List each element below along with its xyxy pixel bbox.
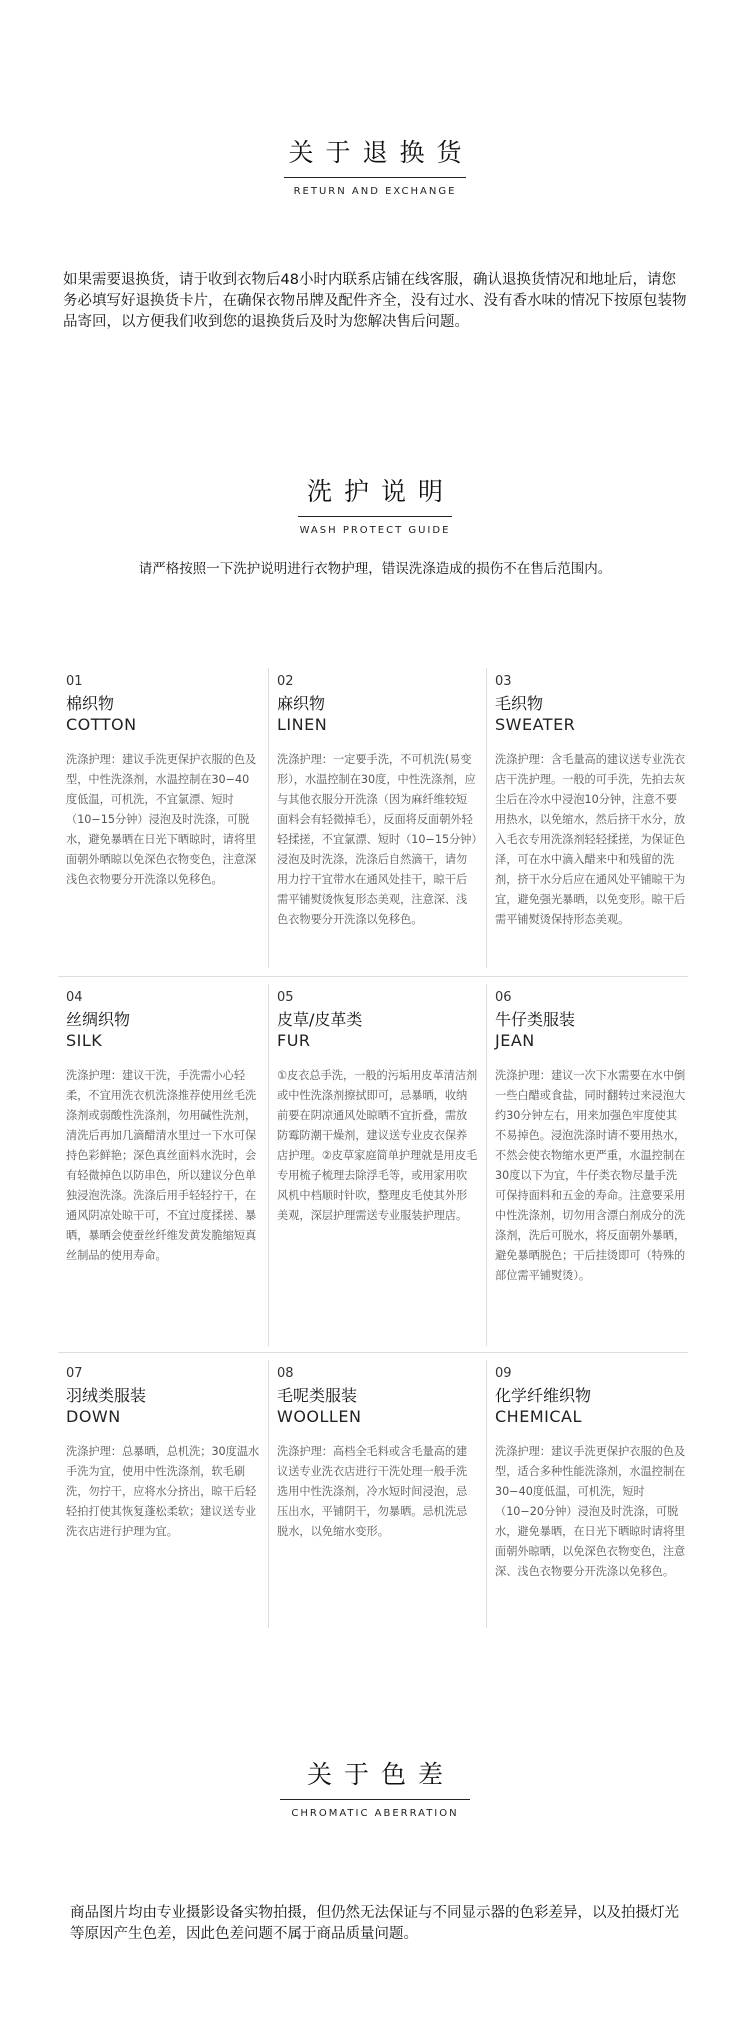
item-name-en: CHEMICAL [495,1407,582,1426]
item-number: 09 [495,1366,512,1381]
wash-item-chemical [486,1360,696,1628]
item-name-cn: 化学纤维织物 [495,1386,592,1405]
wash-title: 洗护说明 [306,477,455,506]
item-name-en: SILK [66,1031,103,1050]
item-name-cn: 皮草/皮革类 [277,1010,363,1029]
wash-item-cotton [58,668,268,968]
wash-item-fur [268,984,486,1346]
item-number: 05 [277,990,294,1005]
item-number: 04 [66,990,83,1005]
return-title: 关于退换货 [288,138,474,167]
row-divider [58,976,688,977]
item-name-cn: 丝绸织物 [66,1010,131,1029]
item-description: 洗涤护理：建议一次下水需要在水中倒一些白醋或食盐，同时翻转过来浸泡大约30分钟左右，用来加强色牢度使其不易掉色。浸泡洗涤时请不要用热水，不然会使衣物缩水更严重，水温控制在30度以下为宜，牛仔类衣物尽量手洗可保持面料和五金的寿命。注意要采用中性洗涤剂，切勿用含漂白剂成分的洗涤剂，洗后可脱水，将反面朝外暴晒，避免暴晒脱色；干后挂烫即可（特殊的部位需平铺熨烫）。 [495,1069,686,1282]
chromatic-title: 关于色差 [306,1760,455,1789]
wash-item-woollen [268,1360,486,1628]
item-number: 03 [495,674,512,689]
wash-item-sweater [486,668,696,968]
item-number: 07 [66,1366,83,1381]
item-number: 08 [277,1366,294,1381]
wash-title-divider [298,516,452,517]
item-description: 洗涤护理：高档全毛料或含毛量高的建议送专业洗衣店进行干洗处理一般手洗选用中性洗涤剂，冷水短时间浸泡，忌压出水，平铺阴干，勿暴晒。忌机洗忌脱水，以免缩水变形。 [277,1445,468,1538]
item-name-en: DOWN [66,1407,121,1426]
item-name-en: SWEATER [495,715,576,734]
item-name-cn: 羽绒类服装 [66,1386,147,1405]
item-name-en: LINEN [277,715,328,734]
return-policy-text: 如果需要退换货，请于收到衣物后48小时内联系店铺在线客服，确认退换货情况和地址后，请您务必填写好退换货卡片，在确保衣物吊牌及配件齐全，没有过水、没有香水味的情况下按原包装物品寄回，以方便我们收到您的退换货后及时为您解决售后问题。 [63,272,687,330]
item-name-cn: 牛仔类服装 [495,1010,576,1029]
return-subtitle: RETURN AND EXCHANGE [293,186,457,197]
wash-subtitle: WASH PROTECT GUIDE [299,525,451,536]
item-name-en: COTTON [66,715,137,734]
item-description: ①皮衣总手洗，一般的污垢用皮革清洁剂或中性洗涤剂擦拭即可，忌暴晒，收纳前要在阴凉通风处晾晒不宜折叠，需放防霉防潮干燥剂，建议送专业皮衣保养店护理。②皮草家庭简单护理就是用皮毛专用梳子梳理去除浮毛等，或用家用吹风机中档顺时针吹，整理皮毛使其外形美观，深层护理需送专业服装护理店。 [277,1069,478,1222]
item-name-en: WOOLLEN [277,1407,362,1426]
item-name-cn: 毛织物 [495,694,544,713]
wash-item-linen [268,668,486,968]
wash-item-down [58,1360,268,1628]
row-divider [58,1352,688,1353]
return-section-header [0,133,750,197]
wash-section-header [0,472,750,536]
item-description: 洗涤护理：一定要手洗，不可机洗(易变形），水温控制在30度，中性洗涤剂，应与其他衣服分开洗涤（因为麻纤维较短面料会有轻微掉毛），反面将反面朝外轻轻揉搓，不宜氯漂、短时（10−15分钟）浸泡及时洗涤，洗涤后自然滴干，请勿用力拧干宜带水在通风处挂干，晾干后需平铺熨烫恢复形态美观，注意深、浅色衣物要分开洗涤以免移色。 [277,753,478,926]
item-description: 洗涤护理：建议手洗更保护衣服的色及型，中性洗涤剂，水温控制在30−40度低温，可机洗，不宜氯漂、短时（10−15分钟）浸泡及时洗涤，可脱水，避免暴晒在日光下晒晾时，请将里面朝外晒晾以免深色衣物变色，注意深浅色衣物要分开洗涤以免移色。 [66,753,257,886]
item-name-cn: 毛呢类服装 [277,1386,358,1405]
item-name-cn: 麻织物 [277,694,326,713]
item-number: 01 [66,674,83,689]
item-name-cn: 棉织物 [66,694,115,713]
chromatic-subtitle: CHROMATIC ABERRATION [291,1808,459,1819]
wash-item-silk [58,984,268,1346]
item-number: 02 [277,674,294,689]
return-title-divider [284,177,466,178]
chromatic-notice-text: 商品图片均由专业摄影设备实物拍摄，但仍然无法保证与不同显示器的色彩差异，以及拍摄灯光等原因产生色差，因此色差问题不属于商品质量问题。 [70,1905,679,1942]
item-number: 06 [495,990,512,1005]
chromatic-title-divider [280,1799,470,1800]
wash-item-jean [486,984,696,1346]
item-description: 洗涤护理：总暴晒，总机洗；30度温水手洗为宜，使用中性洗涤剂，软毛刷洗，勿拧干，应将水分挤出，晾干后轻轻拍打使其恢复蓬松柔软；建议送专业洗衣店进行护理为宜。 [66,1445,260,1538]
item-name-en: FUR [277,1031,311,1050]
wash-intro-text: 请严格按照一下洗护说明进行衣物护理，错误洗涤造成的损伤不在售后范围内。 [138,561,612,577]
item-name-en: JEAN [495,1031,535,1050]
item-description: 洗涤护理：含毛量高的建议送专业洗衣店干洗护理。一般的可手洗，先拍去灰尘后在冷水中浸泡10分钟，注意不要用热水，以免缩水，然后挤干水分，放入毛衣专用洗涤剂轻轻揉搓，为保证色泽，可在水中滴入醋来中和残留的洗剂，挤干水分后应在通风处平铺晾干为宜，避免强光暴晒，以免变形。晾干后需平铺熨烫保持形态美观。 [495,753,686,926]
chromatic-section-header [0,1755,750,1819]
item-description: 洗涤护理：建议干洗，手洗需小心轻柔，不宜用洗衣机洗涤推荐使用丝毛洗涤剂或弱酸性洗涤剂，勿用碱性洗剂，清洗后再加几滴醋清水里过一下水可保持色彩鲜艳；深色真丝面料水洗时，会有轻微掉色以防串色，所以建议分色单独浸泡洗涤。洗涤后用手轻轻拧干，在通风阴凉处晾干可，不宜过度揉搓、暴晒，暴晒会使蚕丝纤维发黄发脆缩短真丝制品的使用寿命。 [66,1069,257,1262]
item-description: 洗涤护理：建议手洗更保护衣服的色及型，适合多种性能洗涤剂，水温控制在30−40度低温，可机洗，短时（10−20分钟）浸泡及时洗涤，可脱水，避免暴晒，在日光下晒晾时请将里面朝外晾晒，以免深色衣物变色，注意深、浅色衣物要分开洗涤以免移色。 [495,1445,686,1578]
